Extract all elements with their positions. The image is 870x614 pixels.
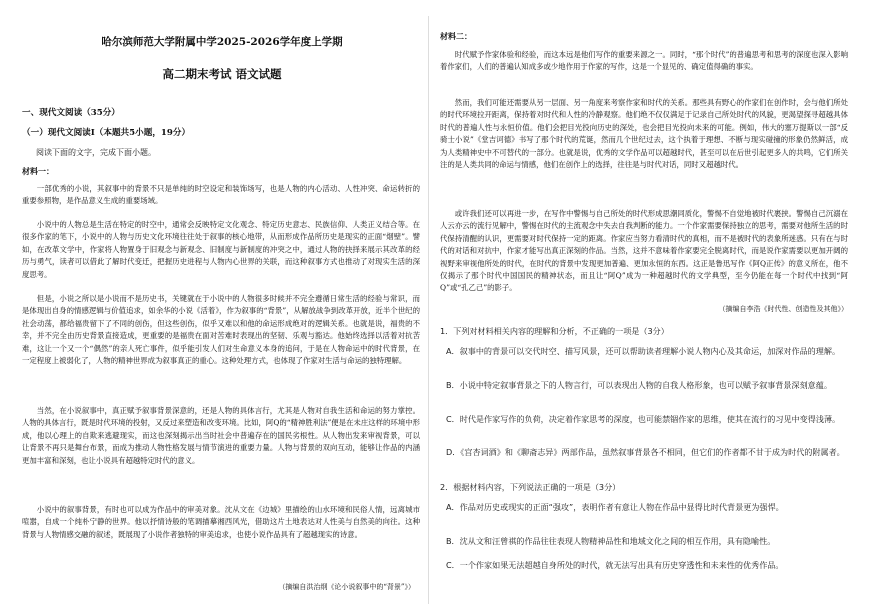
material2-paragraph: 然而，我们可能还需要从另一层面、另一角度来考察作家和时代的关系。那些具有野心的作家们在创作时，会与他们所处的时代环境拉开距离，保持着对时代和人性的冷静观察。他们绝不仅仅满足于记录自己所处时代的风貌，更渴望探寻超越具体时代的普遍人性与永恒价值。他们会把目光投向历史的深处，也会把目光投向未来的可能。例如，伟大的塞万提斯以一部“反骑士小说”《堂吉诃德》书写了那个时代的荒诞，然而几个世纪过去，这个执着于理想、不断与现实碰撞的形象仍然鲜活，成为人类精神史中不可替代的一部分。也就是说，优秀的文学作品可以超越时代，甚至可以在后世引起更多人的共鸣，它们所关注的是人类共同的命运与情感，他们在创作上的选择，往往是与时代对话，同时又超越时代。: [440, 98, 848, 170]
question-2-option-a[interactable]: A．作品对历史或现实的正面“强攻”，表明作者有意让人物在作品中显得比时代背景更为强悍。: [446, 502, 784, 512]
material1-paragraph: 但是，小说之所以是小说而不是历史书，关键就在于小说中的人物很多时候并不完全遵循日常生活的经验与常识，而是体现出自身的情感逻辑与价值追求，如余华的小说《活着》，作为叙事的“背景”，从解放战争到改革开放，近半个世纪的社会动荡，都给福贵留下了不同的创伤，但这些创伤，似乎又难以和他的命运形成绝对的逻辑关系。也就是说，福贵的不幸，并不完全由历史背景直接造成，更重要的是福贵在面对苦难时表现出的坚韧、乐观与豁达。他始终选择以活着对抗苦难，这让一个又一个“偶然”的亲人死亡事件，似乎能引发人们对生命意义本身的追问，于是在人物命运中的时代背景，在一定程度上被弱化了，人物的精神世界成为叙事真正的重心。这种处理方式，也体现了作家对生活与命运的独特理解。: [22, 294, 420, 366]
material1-paragraph: 一部优秀的小说，其叙事中的背景不只是单纯的时空设定和装饰场写，也是人物的内心活动、人性冲突、命运转折的重要参照物，是作品意义生成的重要场域。: [22, 184, 420, 206]
question-1-option-c[interactable]: C．时代是作家写作的负荷，决定着作家思考的深度，也可能禁锢作家的思维，使其在流行的习见中变得浅薄。: [446, 414, 841, 424]
exam-title: 高二期末考试 语文试题: [162, 67, 282, 81]
material1-source: （摘编自洪治纲《论小说叙事中的“背景”》）: [278, 583, 415, 591]
material1-paragraph: 当然，在小说叙事中，真正赋予叙事背景深意的，还是人物的具体言行，尤其是人物对自我生活和命运的努力掌控。人物的具体言行，既是时代环境的投射，又反过来塑造和改变环境。比如，阿Q的“精神胜利法”便是在未庄这样的环境中形成，他以心理上的自欺来逃避现实，而这也深刻揭示出当时社会中普遍存在的国民劣根性。从人物出发来审视背景，可以让背景不再只是舞台布景，而成为推动人物性格发展与情节演进的重要力量。人物与背景的双向互动，能够让作品的内涵更加丰富和深刻，也让小说具有超越特定时代的意义。: [22, 406, 420, 465]
material1-paragraph: 小说中的人物总是生活在特定的时空中，通常会反映特定文化观念、特定历史意志、民族信仰、人类正义结合等。在很多作家的笔下，小说中的人物与历史文化环境往往处于叙事的核心地带，从而形成作品所历史是现实的正面“烟壁”。譬如，在改革文学中，作家将人物置身于旧观念与新观念、旧制度与新制度的冲突之中，通过人物的抉择来展示其改革的经历与勇气，读者可以借此了解时代变迁，把握历史进程与人物内心世界的关联，而这种叙事方式也推动了对现实生活的深度思考。: [22, 220, 420, 279]
question-2-option-c[interactable]: C．一个作家如果无法超越自身所处的时代，就无法写出具有历史穿透性和未来性的优秀作品。: [446, 560, 784, 570]
instruction-text: 阅读下面的文字，完成下面小题。: [36, 148, 156, 157]
question-1-stem: 1．下列对材料相关内容的理解和分析，不正确的一项是（3分）: [440, 326, 669, 336]
material1-paragraph: 小说中的叙事背景，有时也可以成为作品中的审美对象。沈从文在《边城》里描绘的山水环境和民俗人情，远离城市喧嚣，自成一个纯朴宁静的世界。他以抒情诗般的笔调描摹湘西风光，借助这片土地表达对人性美与自然美的向往。这种背景与人物情感交融的叙述，既展现了小说作者独特的审美追求，也使小说作品具有了超越现实的诗意。: [22, 505, 420, 539]
material1-label: 材料一：: [22, 166, 54, 176]
school-title: 哈尔滨师范大学附属中学2025-2026学年度上学期: [101, 36, 343, 48]
question-1-option-b[interactable]: B．小说中特定叙事背景之下的人物言行，可以表现出人物的自我人格形象，也可以赋予叙事背景深刻意蕴。: [446, 380, 832, 390]
question-2-option-b[interactable]: B．沈从文和汪曾祺的作品往往表现人物精神品性和地域文化之间的相互作用，具有隐喻性。: [446, 536, 776, 546]
material2-label: 材料二：: [440, 31, 472, 41]
material2-source: （摘编自李浩《时代性、创造性及其他》）: [718, 305, 848, 313]
subsection-heading: （一）现代文阅读Ⅰ（本题共5小题，19分）: [22, 128, 191, 138]
question-1-option-d[interactable]: D．《宫杏词酒》和《聊斋志异》两部作品，虽然叙事背景各不相同，但它们的作者都不甘于成为时代的附属者。: [446, 447, 845, 457]
question-1-option-a[interactable]: A．叙事中的背景可以交代时空、描写风景，还可以帮助读者理解小说人物内心及其命运，加深对作品的理解。: [446, 346, 841, 356]
material2-paragraph: 时代赋予作家体验和经验，而这本远是他们写作的重要来源之一。同时，“那个时代”的普遍思考和思考的深度也深入影响着作家们，人们的普遍认知成多或少地作用于作家的写作，这是一个显见的、确定值得确的事实。: [440, 50, 848, 72]
section-heading: 一、现代文阅读（35分）: [22, 108, 120, 118]
question-2-stem: 2．根据材料内容，下列说法正确的一项是（3分）: [440, 482, 621, 492]
material2-paragraph: 或许我们还可以再进一步，在写作中警惕与自己所处的时代形成思潮同质化，警惕不自觉地被时代裹挟。警惕自己沉溺在人云亦云的流行见解中，警惕在时代的主流观念中失去自我判断的能力。一个作家需要保持独立的思考，需要对他所生活的时代保持清醒的认识，更需要对时代保持一定的距离。作家应当努力看清时代的真相，而不是被时代的表象所迷惑。只有在与时代的对话和对抗中，作家才能写出真正深刻的作品。当然，这并不意味着作家要完全脱离时代，而是说作家需要以更加开阔的视野来审视他所处的时代，在时代的背景中发现更加普遍、更加永恒的东西。这正是鲁迅写作《阿Q正传》的意义所在，他不仅揭示了那个时代中国国民的精神状态，而且让“阿Q”成为一种超越时代的文学典型，至今仍能在每一个时代中找到“阿Q”或“孔乙己”的影子。: [440, 209, 848, 293]
column-divider: [428, 16, 429, 604]
